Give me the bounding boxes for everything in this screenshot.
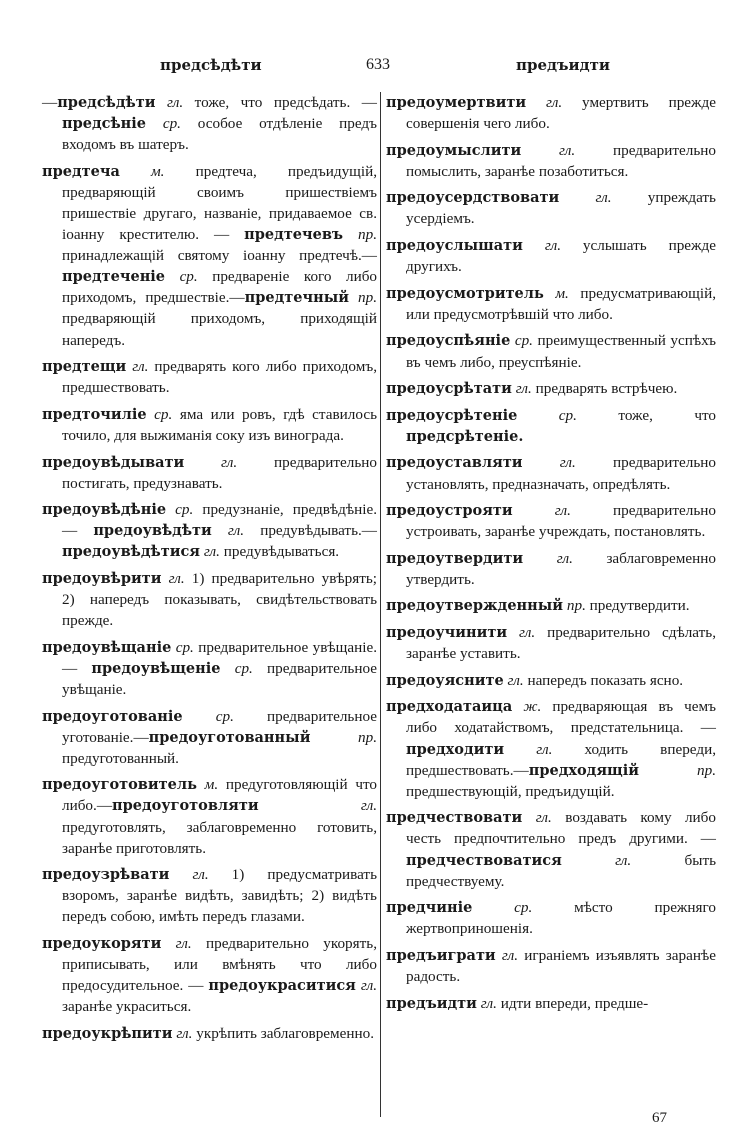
definition-text: преимущественный успѣхъ въ чемъ либо, преуспѣяніе. <box>406 332 716 371</box>
dictionary-entry <box>42 499 377 562</box>
running-header <box>0 56 735 80</box>
definition-text <box>162 570 169 587</box>
headword: предоусмотритель <box>386 284 544 302</box>
definition-text <box>517 407 558 424</box>
headword: предоувѣрити <box>42 569 162 587</box>
definition-text <box>161 935 175 952</box>
definition-text: предусматривающій, или предусмотрѣвшій что либо. <box>406 284 716 323</box>
grammar-label: ср. <box>175 501 194 519</box>
headword: предчествовати <box>386 809 523 827</box>
dictionary-entry <box>386 452 716 494</box>
grammar-label: гл. <box>176 1024 193 1042</box>
grammar-label: гл. <box>175 934 192 952</box>
grammar-label: гл. <box>192 866 209 884</box>
definition-text <box>349 289 358 306</box>
grammar-label: гл. <box>559 454 576 472</box>
definition-text: предваряющій приходомъ, приходящій напередъ. <box>62 310 377 349</box>
grammar-label: гл. <box>559 141 576 159</box>
definition-text <box>544 285 556 302</box>
headword: предоуготованіе <box>42 707 183 725</box>
dictionary-entry <box>42 404 377 446</box>
definition-text <box>523 237 545 254</box>
definition-text <box>343 226 358 243</box>
headword: предоувѣдѣти <box>93 522 212 540</box>
headword: предсѣніе <box>62 115 147 133</box>
grammar-label: гл. <box>615 851 632 869</box>
dictionary-entry <box>386 235 716 277</box>
definition-text: предварительное увѣщаніе. <box>62 659 377 698</box>
definition-text: умертвить прежде совершенія чего либо. <box>406 94 716 133</box>
definition-text: предварительно помыслить, заранѣе позаботиться. <box>406 141 716 180</box>
right-column <box>386 92 716 1019</box>
headword: предоукраситися <box>208 977 356 995</box>
headword: предходящій <box>528 761 640 779</box>
definition-text <box>507 624 519 641</box>
grammar-label: ср. <box>514 332 533 350</box>
dictionary-entry <box>42 933 377 1017</box>
definition-text: предварять кого либо приходомъ, предшествовать. <box>62 358 377 397</box>
headword: предтещи <box>42 358 127 376</box>
definition-text: предувѣдывать.— <box>244 522 377 540</box>
definition-text <box>504 741 536 758</box>
definition-text <box>221 660 235 677</box>
definition-text: быть предчествуему. <box>406 851 717 890</box>
grammar-label: гл. <box>221 453 238 471</box>
dictionary-entry <box>386 945 716 987</box>
dictionary-entry <box>386 670 716 691</box>
definition-text <box>523 454 560 471</box>
grammar-label: ср. <box>558 406 577 424</box>
definition-text <box>212 522 228 539</box>
definition-text <box>169 866 192 883</box>
dictionary-entry <box>386 993 716 1014</box>
dictionary-entry <box>42 774 377 858</box>
definition-text: яма или ровъ, гдѣ ставилось точило, для выжиманія соку изъ винограда. <box>62 405 377 444</box>
headword: предоуставляти <box>386 454 523 472</box>
headword: предтеча <box>42 162 120 180</box>
headword: предходити <box>406 740 505 758</box>
headword: предоукоряти <box>42 934 162 952</box>
grammar-label: пр. <box>358 728 377 746</box>
definition-text: заранѣе украситься. <box>62 998 192 1016</box>
headword: предоуготовитель <box>42 776 197 794</box>
definition-text <box>183 708 216 725</box>
headword: предоукрѣпити <box>42 1024 173 1042</box>
dictionary-entry <box>386 622 716 664</box>
headword: предоувѣдѣніе <box>42 501 167 519</box>
headword: предоуслышати <box>386 237 523 255</box>
grammar-label: ср. <box>154 405 173 423</box>
column-divider <box>380 92 381 1117</box>
definition-text: предварительно постигать, предузнавать. <box>62 453 377 492</box>
dictionary-entry <box>386 140 716 182</box>
definition-text <box>521 142 559 159</box>
definition-text: предварительное увѣщаніе. — <box>62 638 377 677</box>
definition-text <box>526 94 546 111</box>
grammar-label: гл. <box>546 94 563 111</box>
signature-mark: 67 <box>652 1110 667 1126</box>
grammar-label: м. <box>555 284 569 302</box>
headword: предходатаица <box>386 698 513 716</box>
grammar-label: ж. <box>523 698 542 716</box>
definition-text: услышать прежде другихъ. <box>406 237 717 276</box>
definition-text: воздавать кому либо честь предпочтительно предъ другими. — <box>406 809 716 848</box>
headword: предоуготованный <box>148 728 311 746</box>
headword: предсѣдѣти <box>57 94 156 111</box>
grammar-label: гл. <box>166 94 184 111</box>
grammar-label: гл. <box>515 380 532 398</box>
headword: предчествоватися <box>406 851 562 869</box>
definition-text <box>184 454 221 471</box>
definition-text <box>472 899 514 916</box>
definition-text: принадлежащій святому іоанну предтечѣ.— <box>62 247 377 265</box>
grammar-label: гл. <box>507 671 524 689</box>
definition-text <box>512 698 523 715</box>
dictionary-entry <box>42 356 377 398</box>
definition-text <box>166 501 175 518</box>
grammar-label: гл. <box>501 946 519 964</box>
grammar-label: гл. <box>519 624 536 642</box>
headword: предъидти <box>386 994 477 1012</box>
definition-text: напередъ показать ясно. <box>523 671 684 689</box>
definition-text <box>120 163 151 180</box>
headword: предчиніе <box>386 899 473 917</box>
definition-text: 1) предварительно увѣрять; 2) напередъ показывать, свидѣтельствовать прежде. <box>62 569 377 630</box>
headword: предоуготовляти <box>112 797 259 815</box>
grammar-label: гл. <box>203 543 220 561</box>
grammar-label: гл. <box>535 809 552 827</box>
grammar-label: ср. <box>215 707 234 725</box>
dictionary-entry <box>42 637 377 700</box>
grammar-label: пр. <box>358 289 377 307</box>
dictionary-entry <box>386 283 716 325</box>
dictionary-entry <box>42 568 377 631</box>
left-column <box>42 92 377 1049</box>
grammar-label: м. <box>150 162 165 180</box>
headword: предоусердствовати <box>386 189 560 207</box>
definition-text: предутвердити. <box>585 597 690 615</box>
definition-text: особое отдѣленіе предъ входомъ въ шатеръ. <box>62 115 378 154</box>
headword: предоутвердити <box>386 549 524 567</box>
definition-text: — <box>42 94 58 111</box>
definition-text: тоже, что предсѣдать. — <box>183 94 377 111</box>
definition-text <box>523 550 557 567</box>
headword: предоувѣщаніе <box>42 638 172 656</box>
definition-text: предварительно установлять, предназначать, опредѣлять. <box>406 454 716 493</box>
grammar-label: гл. <box>132 358 149 376</box>
dictionary-entry <box>386 92 716 134</box>
definition-text <box>310 729 358 746</box>
grammar-label: гл. <box>556 549 573 567</box>
definition-text <box>146 115 163 132</box>
dictionary-entry <box>386 897 716 939</box>
dictionary-entry <box>386 405 716 447</box>
grammar-label: пр. <box>566 597 586 615</box>
grammar-label: пр. <box>697 761 716 779</box>
definition-text: предуготовляющій что либо.— <box>62 776 378 815</box>
headword: предъиграти <box>386 946 496 964</box>
headword: предсрѣтеніе. <box>406 427 524 445</box>
grammar-label: гл. <box>536 740 553 758</box>
headword: предоувѣщеніе <box>91 659 221 677</box>
definition-text <box>197 776 205 793</box>
headword: предоусрѣтеніе <box>386 406 518 424</box>
definition-text: предварять встрѣчею. <box>531 380 678 398</box>
headword: предоувѣдывати <box>42 453 185 471</box>
dictionary-entry <box>42 452 377 494</box>
dictionary-entry <box>42 161 377 351</box>
definition-text: предувѣдываться. <box>219 543 340 561</box>
grammar-label: гл. <box>480 994 497 1012</box>
definition-text: предварительно устроивать, заранѣе учреждать, постановлять. <box>406 502 717 541</box>
definition-text: предуготованный. <box>62 749 179 767</box>
headword: предоустрояти <box>386 502 513 520</box>
definition-text: тоже, что <box>576 406 717 424</box>
definition-text: предтеча, предъидущій, предваряющій своимъ пришествіемъ пришествіе другаго, названіе, придаваемое св. іоанну крестителю. — <box>62 162 377 244</box>
grammar-label: м. <box>204 776 219 794</box>
dictionary-entry <box>386 500 716 542</box>
grammar-label: гл. <box>544 237 561 255</box>
grammar-label: гл. <box>360 977 377 995</box>
grammar-label: пр. <box>358 226 378 244</box>
definition-text: укрѣпить заблаговременно. <box>192 1024 375 1042</box>
grammar-label: ср. <box>234 659 253 677</box>
headword: предоутвержденный <box>386 597 564 615</box>
definition-text <box>562 852 615 869</box>
headword: предоузрѣвати <box>42 866 170 884</box>
definition-text: мѣсто прежняго жертвоприношенія. <box>406 899 716 938</box>
headword: предоумертвити <box>386 94 527 111</box>
definition-text: предварительное уготованіе.— <box>62 707 377 746</box>
grammar-label: ср. <box>162 115 181 133</box>
dictionary-entry <box>386 807 716 891</box>
definition-text <box>639 762 697 779</box>
headword: предоусрѣтати <box>386 380 512 398</box>
definition-text: играніемъ изъявлять заранѣе радость. <box>406 946 716 985</box>
dictionary-entry <box>386 187 716 229</box>
dictionary-entry <box>42 92 377 155</box>
headword: предоумыслити <box>386 141 522 159</box>
definition-text: предуготовлять, заблаговременно готовить, заранѣе приготовлять. <box>62 818 377 857</box>
header-left-catchword: предсѣдѣти <box>160 56 262 74</box>
grammar-label: гл. <box>168 569 185 587</box>
headword: предоучинити <box>386 624 508 642</box>
headword: предоуспѣяніе <box>386 332 511 350</box>
grammar-label: гл. <box>554 502 571 520</box>
headword: предтечный <box>244 289 349 307</box>
definition-text: заблаговременно утвердить. <box>406 549 716 588</box>
headword: предтечевъ <box>244 226 344 244</box>
definition-text: упреждать усердіемъ. <box>406 189 716 228</box>
headword: предтеченіе <box>62 268 166 286</box>
grammar-label: ср. <box>175 638 194 656</box>
dictionary-entry <box>42 1023 377 1044</box>
definition-text <box>155 94 167 111</box>
definition-text: предварительно сдѣлать, заранѣе уставить. <box>406 624 717 663</box>
dictionary-entry <box>386 548 716 590</box>
definition-text: предузнаніе, предвѣдѣніе. — <box>62 501 377 540</box>
dictionary-entry <box>386 696 716 801</box>
headword: предоувѣдѣтися <box>62 543 201 561</box>
headword: предточиліе <box>42 405 147 423</box>
definition-text: предварительно укорять, приписывать, или вмѣнять что либо предосудительное. — <box>62 934 377 995</box>
definition-text: идти впереди, предше- <box>496 994 649 1012</box>
headword: предоуясните <box>386 671 504 689</box>
definition-text <box>165 268 180 285</box>
definition-text: предвареніе кого либо приходомъ, предшествіе.— <box>62 268 378 307</box>
dictionary-entry <box>386 595 716 616</box>
definition-text <box>522 809 535 826</box>
dictionary-entry <box>42 864 377 927</box>
definition-text: ходить впереди, предшествовать.— <box>406 740 717 779</box>
header-right-catchword: предъидти <box>516 56 611 74</box>
grammar-label: гл. <box>227 522 245 540</box>
dictionary-entry <box>386 330 716 372</box>
definition-text <box>559 189 595 206</box>
dictionary-entry <box>42 706 377 769</box>
definition-text: предшествующій, предъидущій. <box>406 782 615 800</box>
definition-text <box>259 797 361 814</box>
grammar-label: гл. <box>360 797 377 815</box>
grammar-label: гл. <box>595 189 612 207</box>
grammar-label: ср. <box>514 899 533 917</box>
grammar-label: ср. <box>179 268 198 286</box>
dictionary-entry <box>386 378 716 399</box>
page-number: 633 <box>366 56 390 73</box>
definition-text <box>513 502 555 519</box>
definition-text: предваряющая въ чемъ либо ходатайствомъ, предстательница. — <box>406 698 716 737</box>
definition-text: 1) предусматривать взоромъ, заранѣе видѣть, завидѣть; 2) видѣть передъ собою, имѣть передъ глазами. <box>62 866 377 926</box>
